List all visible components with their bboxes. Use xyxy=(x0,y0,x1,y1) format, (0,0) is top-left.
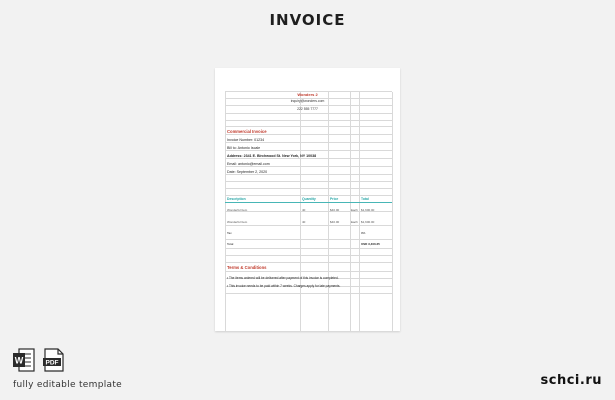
company-email: inquiry@wonders.com xyxy=(290,99,325,103)
section-title: Commercial Invoice xyxy=(227,129,267,134)
grid-line xyxy=(225,142,392,143)
grid-line xyxy=(225,248,392,249)
brand-logo-text[interactable]: schci.ru xyxy=(540,373,602,388)
terms-title: Terms & Conditions xyxy=(227,265,267,270)
column-header-description: Description xyxy=(227,197,246,201)
page-title: INVOICE xyxy=(269,11,346,29)
column-header-quantity: Quantity xyxy=(302,197,316,201)
grid-line xyxy=(225,126,392,127)
grid-line xyxy=(225,105,392,106)
row-1-price: $40.00 xyxy=(330,208,340,212)
terms-item: • The items ordered will be delivered after payment of this invoice is completed. xyxy=(227,276,339,280)
grid-line xyxy=(225,134,392,135)
row-2-description: Wonderful Item xyxy=(227,220,248,224)
pdf-file-icon xyxy=(43,348,65,372)
invoice-date: Date: September 2, 2020 xyxy=(227,170,268,174)
pdf-letters: PDF xyxy=(45,359,59,367)
row-2-unit: Each xyxy=(351,220,358,224)
total-label: Total xyxy=(227,242,234,246)
grid-line xyxy=(225,255,392,256)
row-2-price: $40.00 xyxy=(330,220,340,224)
grid-line xyxy=(392,92,393,331)
grid-line xyxy=(225,174,392,175)
grid-line xyxy=(328,92,329,331)
invoice-document-preview[interactable] xyxy=(215,68,400,331)
email-line: Email: antonio@email.com xyxy=(227,162,270,166)
address: Address: 2341 E. Birchwood St. New York, NY 10038 xyxy=(227,154,317,158)
grid-line xyxy=(300,92,301,331)
table-header-rule-top xyxy=(225,202,392,203)
word-icon xyxy=(13,348,35,372)
word-file-icon xyxy=(13,348,35,372)
grid-line xyxy=(225,166,392,167)
company-phone: 222 555 7777 xyxy=(297,107,318,111)
grid-line xyxy=(225,293,392,294)
template-label: fully editable template xyxy=(13,380,122,390)
row-1-description: Wonderful Item xyxy=(227,208,248,212)
total-value: USD 3,400.25 xyxy=(361,242,380,246)
column-header-price: Price xyxy=(330,197,339,201)
row-2-total: $1,600.00 xyxy=(361,220,375,224)
grid-line xyxy=(359,92,360,331)
row-1-unit: Each xyxy=(351,208,358,212)
grid-line xyxy=(225,225,392,226)
grid-line xyxy=(225,195,392,196)
invoice-number: Invoice Number: 01234 xyxy=(227,138,265,142)
pdf-icon xyxy=(43,348,65,372)
grid-line xyxy=(225,120,392,121)
grid-line xyxy=(225,239,392,240)
tax-value: 0% xyxy=(361,231,366,235)
grid-line xyxy=(225,262,392,263)
grid-line xyxy=(225,92,226,331)
row-1-quantity: 40 xyxy=(302,208,306,212)
grid-line xyxy=(225,158,392,159)
column-header-total: Total xyxy=(361,197,369,201)
grid-line xyxy=(225,113,392,114)
grid-line xyxy=(225,271,392,272)
grid-line xyxy=(225,181,392,182)
word-letter: W xyxy=(14,355,24,366)
row-2-quantity: 40 xyxy=(302,220,306,224)
bill-to: Bill to: Antonio Iscale xyxy=(227,146,261,150)
terms-item: • This invoice needs to be paid within 7 weeks. Charges apply for late payments. xyxy=(227,284,341,288)
tax-label: Tax xyxy=(227,231,232,235)
grid-line xyxy=(225,188,392,189)
row-1-total: $1,600.00 xyxy=(361,208,375,212)
company-name: Wonders 2 xyxy=(297,92,318,97)
grid-line xyxy=(225,150,392,151)
